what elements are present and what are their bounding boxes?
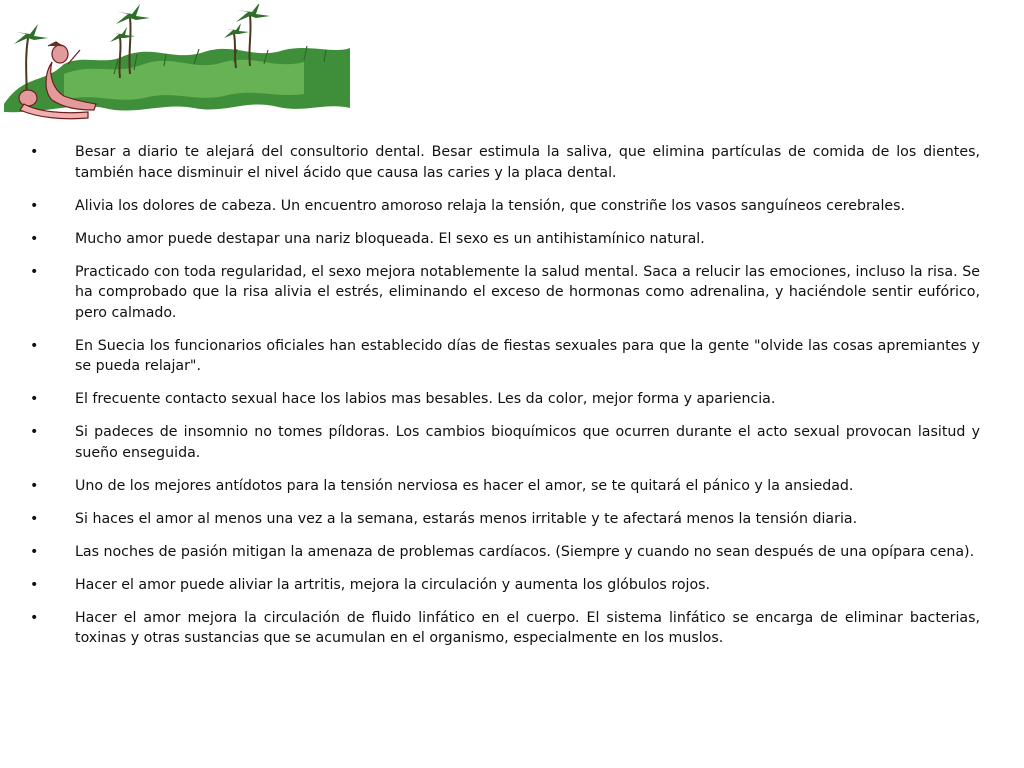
bullet-text: Si haces el amor al menos una vez a la semana, estarás menos irritable y te afectará menos la tensión diaria. [75,510,858,527]
bullet-text: Uno de los mejores antídotos para la tensión nerviosa es hacer el amor, se te quitará el pánico y la ansiedad. [75,477,854,494]
bullet-marker: • [30,337,39,354]
bullet-marker: • [30,576,39,593]
bullet-text: Practicado con toda regularidad, el sexo mejora notablemente la salud mental. Saca a relucir las emociones, incluso la risa. Se ha comprobado que la risa alivia el estrés, eliminando el exceso de hormonas como adrenalina, y haciéndole sentir eufórico, pero calmado. [75,263,980,321]
bullet-marker: • [30,543,39,560]
bullet-item [30,509,980,530]
bullet-marker: • [30,144,39,160]
bullet-item [30,336,980,377]
bullet-item [30,229,980,250]
bullet-text: Si padeces de insomnio no tomes píldoras. Los cambios bioquímicos que ocurren durante el acto sexual provocan lasitud y sueño enseguida. [75,424,980,461]
bullet-marker: • [30,609,39,626]
bullet-text: Besar a diario te alejará del consultorio dental. Besar estimula la saliva, que elimina partículas de comida de los dientes, también hace disminuir el nivel ácido que causa las caries y la placa dental. [75,144,980,181]
bullet-text: Hacer el amor puede aliviar la artritis, mejora la circulación y aumenta los glóbulos rojos. [75,576,711,593]
bullet-item [30,142,980,183]
bullet-text: El frecuente contacto sexual hace los labios mas besables. Les da color, mejor forma y apariencia. [75,391,776,407]
bullet-marker: • [30,510,39,527]
bullet-item [30,196,980,217]
bullet-marker: • [30,197,39,214]
bullet-item [30,476,980,497]
bullet-list [30,142,980,661]
bullet-item [30,422,980,463]
bullet-text: Alivia los dolores de cabeza. Un encuentro amoroso relaja la tensión, que constriñe los vasos sanguíneos cerebrales. [75,197,906,214]
bullet-item [30,608,980,649]
bullet-marker: • [30,477,39,494]
bullet-marker: • [30,391,39,407]
bullet-text: Mucho amor puede destapar una nariz bloqueada. El sexo es un antihistamínico natural. [75,230,705,247]
bullet-item [30,542,980,563]
bullet-marker: • [30,263,39,280]
bullet-marker: • [30,230,39,247]
bullet-item [30,262,980,324]
bullet-marker: • [30,424,39,440]
beach-couple-illustration [4,4,350,128]
bullet-text: En Suecia los funcionarios oficiales han establecido días de fiestas sexuales para que la gente "olvide las cosas apremiantes y se pueda relajar". [75,337,980,374]
bullet-item [30,389,980,410]
bullet-item [30,575,980,596]
bullet-text: Hacer el amor mejora la circulación de fluido linfático en el cuerpo. El sistema linfático se encarga de eliminar bacterias, toxinas y otras sustancias que se acumulan en el organismo, especialmente en los muslos. [75,609,980,646]
bullet-text: Las noches de pasión mitigan la amenaza de problemas cardíacos. (Siempre y cuando no sean después de una opípara cena). [75,543,975,560]
